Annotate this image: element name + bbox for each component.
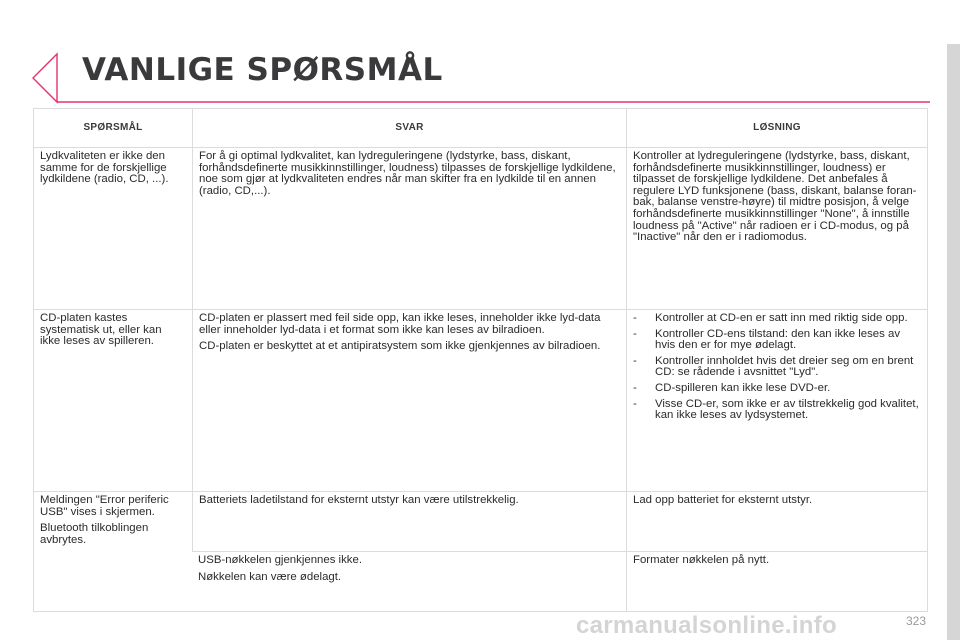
table-row: [34, 148, 927, 310]
question-text: CD-platen kastes systematisk ut, eller kan ikke leses av spilleren.: [40, 312, 162, 348]
solution-cell: [626, 492, 927, 552]
question-cell: [34, 148, 192, 310]
solution-list-item: [633, 383, 921, 395]
solution-list-item: [633, 399, 921, 422]
solution-text: Lad opp batteriet for eksternt utstyr.: [633, 494, 813, 506]
solution-cell: [626, 148, 927, 310]
answer-cell: [192, 492, 626, 552]
faq-table: [33, 108, 928, 612]
solution-item-text: Kontroller innholdet hvis det dreier seg om en brent CD: se rådende i avsnittet "Lyd".: [655, 354, 914, 379]
solution-list-item: [633, 329, 921, 352]
answer-cell: [192, 310, 626, 492]
watermark: carmanualsonline.info: [576, 612, 838, 639]
solution-list-item: [633, 356, 921, 379]
answer-text: CD-platen er plassert med feil side opp, kan ikke leses, inneholder ikke lyd-data eller inneholder lyd-data i et format som ikke kan leses av bilradioen.: [199, 312, 601, 336]
column-header-answer: SVAR: [192, 109, 626, 148]
question-text: Lydkvaliteten er ikke den samme for de forskjellige lydkildene (radio, CD, ...).: [40, 150, 169, 186]
answer-cell: [192, 552, 626, 612]
page-title: VANLIGE SPØRSMÅL: [82, 52, 443, 88]
bullet-dash: -: [633, 327, 637, 340]
answer-text: Nøkkelen kan være ødelagt.: [198, 570, 342, 583]
solution-item-text: Visse CD-er, som ikke er av tilstrekkelig god kvalitet, kan ikke leses av lydsystemet.: [655, 397, 919, 422]
table-header-row: [34, 109, 927, 148]
answer-text: USB-nøkkelen gjenkjennes ikke.: [198, 554, 362, 566]
column-header-solution: LØSNING: [626, 109, 927, 148]
solution-item-text: Kontroller CD-ens tilstand: den kan ikke leses av hvis den er for mye ødelagt.: [655, 327, 901, 352]
solution-item-text: Kontroller at CD-en er satt inn med riktig side opp.: [655, 312, 908, 324]
side-scroll-bar: [947, 44, 960, 640]
column-header-question: SPØRSMÅL: [34, 109, 192, 148]
question-text: Meldingen "Error periferic USB" vises i skjermen.: [40, 494, 169, 518]
solution-text: Formater nøkkelen på nytt.: [633, 554, 770, 566]
question-text: Bluetooth tilkoblingen avbrytes.: [40, 522, 149, 546]
page-number: 323: [906, 614, 927, 628]
solution-cell: [626, 552, 927, 612]
question-cell: [34, 492, 192, 612]
solution-item-text: CD-spilleren kan ikke lese DVD-er.: [655, 381, 831, 394]
question-cell: [34, 310, 192, 492]
table-row: [34, 310, 927, 492]
answer-text: CD-platen er beskyttet at et antipiratsystem som ikke gjenkjennes av bilradioen.: [199, 340, 601, 353]
bullet-dash: -: [633, 397, 637, 410]
solution-text: Kontroller at lydreguleringene (lydstyrke, bass, diskant, forhåndsdefinerte musikkinnstillinger, loudness) er tilpasset de forskjellige lydkildene. Det anbefales å regulere LYD funksjonene (bass, diskant, balanse foran-bak, balanse venstre-høyre) til midtre posisjon, å velge forhåndsdefinerte musikkinnstillinger "None", å innstille loudness på "Active" når radioen er i CD-modus, og på "Inactive" når den er i radiomodus.: [633, 150, 917, 244]
solution-list-item: [633, 313, 921, 325]
answer-cell: [192, 148, 626, 310]
bullet-dash: -: [633, 354, 637, 367]
table-row: [34, 492, 927, 552]
bullet-dash: -: [633, 381, 637, 394]
solution-list: [633, 313, 921, 422]
solution-cell: [626, 310, 927, 492]
answer-text: Batteriets ladetilstand for eksternt utstyr kan være utilstrekkelig.: [199, 494, 519, 506]
answer-text: For å gi optimal lydkvalitet, kan lydreguleringene (lydstyrke, bass, diskant, forhåndsdefinerte musikkinnstillinger, loudness) tilpasses de forskjellige lydkildene, noe som gjør at lydkvaliteten endres når man skifter fra en lydkilde til en annen (radio, CD,...).: [199, 150, 616, 197]
bullet-dash: -: [633, 312, 637, 324]
